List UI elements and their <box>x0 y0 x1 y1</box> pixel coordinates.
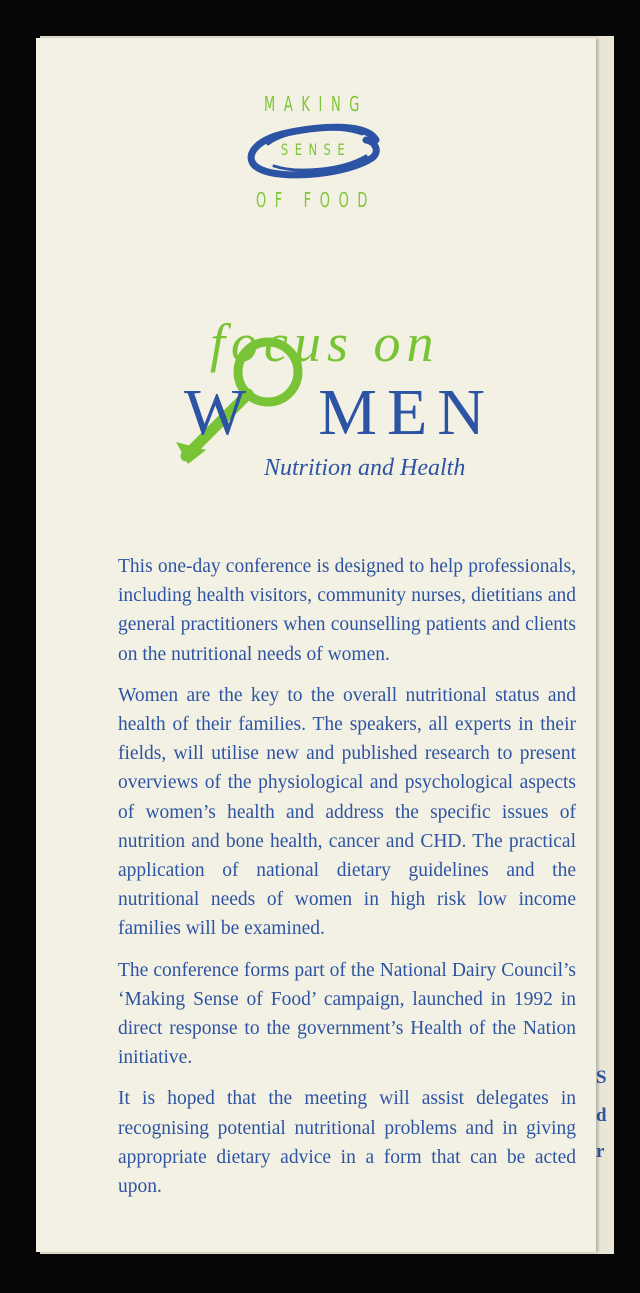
body-paragraph-4: It is hoped that the meeting will assist delegates in recognising potential nutritional problems and in giving appropriate dietary advice in a form that can be acted upon. <box>118 1088 576 1198</box>
focus-on-heading: focus on <box>210 313 440 373</box>
edge-fragment-1: S <box>596 1068 607 1087</box>
logo-making-text: MAKING <box>264 92 368 116</box>
body-paragraph-1: This one-day conference is designed to help professionals, including health visitors, community nurses, dietitians and general practitioners when counselling patients and clients on the nutritional needs of women. <box>118 556 576 665</box>
logo-sense-text: SENSE <box>280 140 352 159</box>
women-heading <box>184 376 495 449</box>
edge-fragment-3: r <box>596 1142 605 1161</box>
edge-fragment-2: d <box>596 1106 607 1125</box>
logo-of-food-text: OF FOOD <box>255 188 377 212</box>
brochure-page <box>36 38 596 1252</box>
body-text <box>118 552 576 1213</box>
women-heading-w: W <box>184 376 257 449</box>
subtitle-nutrition-health: Nutrition and Health <box>264 455 466 481</box>
women-heading-rest: MEN <box>318 376 495 449</box>
body-paragraph-2: Women are the key to the overall nutritional status and health of their families. The speakers, all experts in their fields, will utilise new and published research to present overviews of the physiological and psychological aspects of women’s health and address the specific issues of nutrition and bone health, cancer and CHD. The practical application of national dietary guidelines and the nutritional needs of women in high risk low income families will be examined. <box>118 684 576 940</box>
body-paragraph-3: The conference forms part of the National Dairy Council’s ‘Making Sense of Food’ campaign, launched in 1992 in direct response to the government’s Health of the Nation initiative. <box>118 959 576 1069</box>
